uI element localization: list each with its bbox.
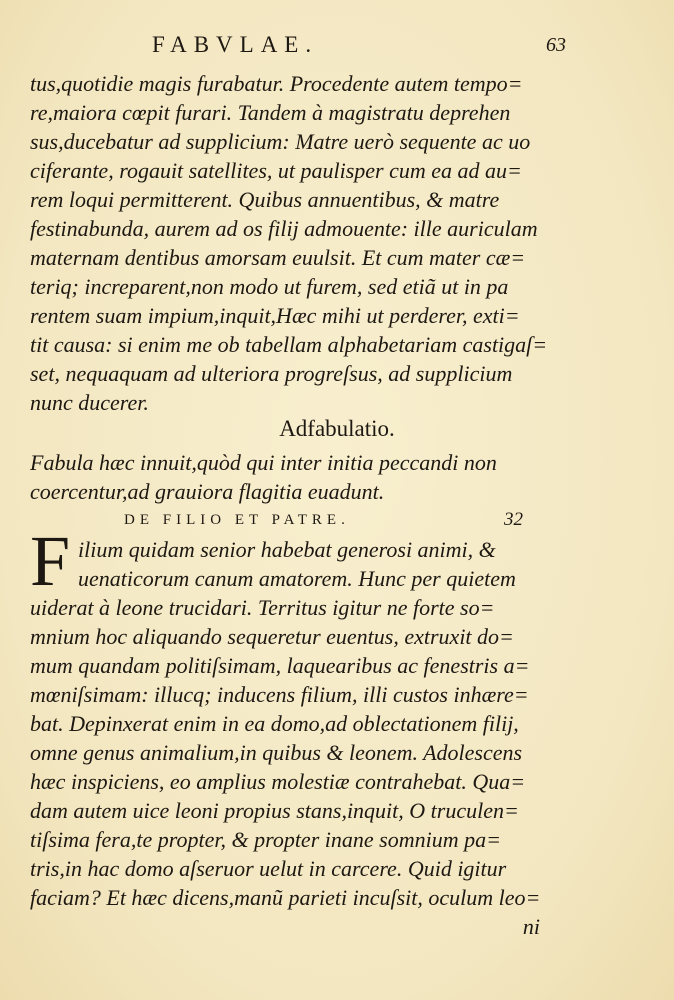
adfabulatio-heading: Adfabulatio. — [279, 416, 395, 441]
fable-heading — [124, 507, 564, 533]
text-line: set, nequaquam ad ulteriora progreſsus, ad supplicium — [30, 361, 513, 386]
text-line: rentem suam impium,inquit,Hæc mihi ut perderer, exti= — [30, 303, 520, 328]
adfabulatio-text — [30, 448, 640, 506]
text-line: mum quandam politiſsimam, laquearibus ac fenestris a= — [30, 653, 530, 678]
text-line: festinabunda, aurem ad os filij admouente: ille auriculam — [30, 216, 538, 241]
text-line: ni — [522, 914, 540, 939]
running-title: FABVLAE. — [152, 32, 319, 57]
text-line: nunc ducerer. — [30, 390, 149, 415]
text-line: dam autem uice leoni propius stans,inquit, O truculen= — [30, 798, 519, 823]
text-line: rem loqui permitterent. Quibus annuentibus, & matre — [30, 187, 500, 212]
text-line: tit causa: si enim me ob tabellam alphabetariam castigaſ= — [30, 332, 548, 357]
text-line: mnium hoc aliquando sequeretur euentus, extruxit do= — [30, 624, 514, 649]
text-line: Fabula hæc innuit,quòd qui inter initia peccandi non — [30, 450, 497, 475]
text-line: sus,ducebatur ad supplicium: Matre uerò sequente ac uo — [30, 129, 531, 154]
text-line: hæc inspiciens, eo amplius molestiæ contrahebat. Qua= — [30, 769, 526, 794]
paragraph-continuation — [30, 69, 640, 417]
drop-cap-initial: F — [30, 521, 71, 601]
text-line: ilium quidam senior habebat generosi animi, & — [78, 537, 496, 562]
text-line: uiderat à leone trucidari. Territus igitur ne forte so= — [30, 595, 495, 620]
fable-title: DE FILIO ET PATRE. — [124, 512, 350, 528]
text-line: faciam? Et hæc dicens,manũ parieti incuſsit, oculum leo= — [30, 885, 541, 910]
text-line: ciferante, rogauit satellites, ut paulisper cum ea ad au= — [30, 158, 522, 183]
text-line: teriq; increparent,non modo ut furem, sed etiã ut in pa — [30, 274, 509, 299]
text-line: omne genus animalium,in quibus & leonem. Adolescens — [30, 740, 523, 765]
fable-body — [30, 535, 640, 941]
text-line: tiſsima fera,te propter, & propter inane somnium pa= — [30, 827, 501, 852]
text-line: uenaticorum canum amatorem. Hunc per quietem — [78, 566, 516, 591]
text-line: bat. Depinxerat enim in ea domo,ad oblectationem filij, — [30, 711, 519, 736]
text-line: mœniſsimam: illucq; inducens filium, illi custos inhære= — [30, 682, 529, 707]
page-number: 63 — [546, 34, 566, 56]
text-line: re,maiora cœpit furari. Tandem à magistratu deprehen — [30, 100, 511, 125]
text-line: maternam dentibus amorsam euulsit. Et cum mater cæ= — [30, 245, 526, 270]
fable-number: 32 — [504, 509, 523, 530]
text-line: coercentur,ad grauiora flagitia euadunt. — [30, 479, 385, 504]
text-line: tus,quotidie magis furabatur. Procedente autem tempo= — [30, 71, 523, 96]
running-head — [0, 32, 674, 62]
text-line: tris,in hac domo aſseruor uelut in carcere. Quid igitur — [30, 856, 507, 881]
